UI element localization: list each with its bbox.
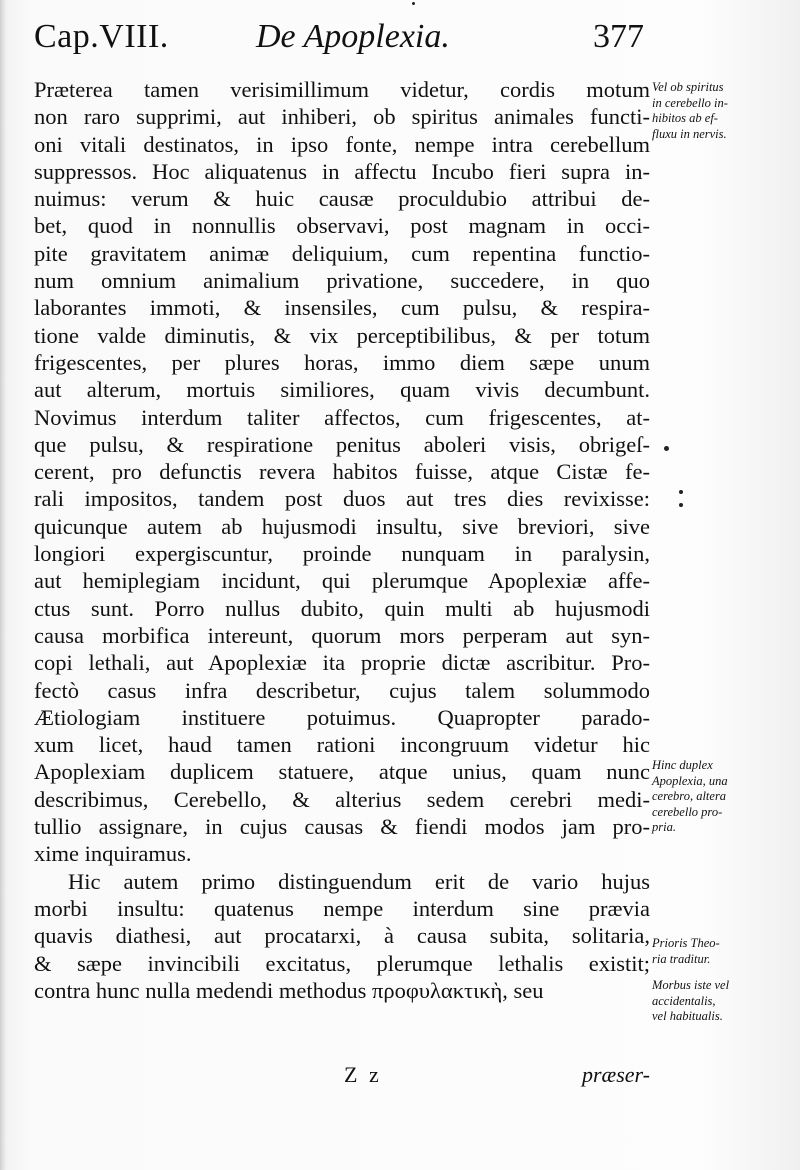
margin-note [652,758,798,836]
margin-note [652,978,798,1025]
text-line: & sæpe invincibili excitatus, plerumque lethalis existit; [34,950,650,976]
running-title: De Apoplexia. [256,18,450,55]
margin-note-line: Prioris Theo- [652,936,720,950]
text-line: quicunque autem ab hujusmodi insultu, sive breviori, sive [34,513,650,539]
text-line: rali impositos, tandem post duos aut tres dies revixisse: [34,486,650,512]
text-line: causa morbifica intereunt, quorum mors perperam aut syn- [34,622,650,648]
ink-spot [679,503,683,507]
margin-note-line: Apoplexia, una [652,773,728,788]
margin-note-line: Morbus iste vel [652,978,730,992]
margin-note-line: fluxu in nervis. [652,126,727,141]
margin-note-line: ria traditur. [652,951,711,966]
text-line: copi lethali, aut Apoplexiæ ita proprie dictæ ascribitur. Pro- [34,650,650,676]
text-line: ctus sunt. Porro nullus dubito, quin multi ab hujusmodi [34,595,650,621]
margin-note-line: pria. [652,820,676,834]
text-line: laborantes immoti, & insensiles, cum pulsu, & respira- [34,295,650,321]
running-header [34,18,644,68]
margin-note [652,80,798,142]
text-line: cerent, pro defunctis revera habitos fuisse, atque Cistæ fe- [34,459,650,485]
text-line: tullio assignare, in cujus causas & fiendi modos jam pro- [34,814,650,840]
text-line: describimus, Cerebello, & alterius sedem cerebri medi- [34,786,650,812]
text-line: Ætiologiam instituere potuimus. Quapropter parado- [34,704,650,730]
text-line: suppressos. Hoc aliquatenus in affectu Incubo fieri supra in- [34,158,650,184]
text-line: tione valde diminutis, & vix perceptibilibus, & per totum [34,322,650,348]
text-line: Hic autem primo distinguendum erit de vario hujus [68,868,650,894]
ink-spot [412,2,415,5]
margin-note-line: vel habitualis. [652,1009,723,1023]
text-line: longiori expergiscuntur, proinde nunquam in paralysin, [34,541,650,567]
body-text [34,76,650,1004]
signature-mark: Z z [344,1062,382,1087]
margin-note [652,936,798,967]
margin-note-line: Vel ob spiritus [652,80,724,94]
page-footer [34,1062,650,1096]
text-line: aut hemiplegiam incidunt, qui plerumque Apoplexiæ affe- [34,568,650,594]
margin-note-line: cerebello pro- [652,804,723,819]
margin-note-line: in cerebello in- [652,95,728,110]
chapter-label: Cap.VIII. [34,18,169,55]
text-line: quavis diathesi, aut procatarxi, à causa subita, solitaria, [34,923,650,949]
text-line: Apoplexiam duplicem statuere, atque unius, quam nunc [34,759,650,785]
text-line: morbi insultu: quatenus nempe interdum sine prævia [34,895,650,921]
text-line: non raro supprimi, aut inhiberi, ob spiritus animales functi- [34,104,650,130]
page-number: 377 [593,18,644,55]
text-line: Præterea tamen verisimillimum videtur, cordis motum [34,77,650,102]
text-line: num omnium animalium privatione, succedere, in quo [34,268,650,294]
ink-spot [679,490,683,494]
margin-note-line: hibitos ab ef- [652,111,718,125]
text-line: Novimus interdum taliter affectos, cum frigescentes, at- [34,404,650,430]
text-line: bet, quod in nonnullis observavi, post magnam in occi- [34,213,650,239]
margin-note-line: cerebro, altera [652,789,727,803]
text-line: fectò casus infra describetur, cujus talem solummodo [34,677,650,703]
text-line: nuimus: verum & huic causæ proculdubio attribui de- [34,186,650,212]
margin-note-line: accidentalis, [652,993,716,1008]
text-line: frigescentes, per plures horas, immo diem sæpe unum [34,349,650,375]
catchword: præser- [581,1062,650,1087]
text-line: pite gravitatem animæ deliquium, cum repentina functio- [34,240,650,266]
text-line: xum licet, haud tamen rationi incongruum videtur hic [34,732,650,758]
text-line: oni vitali destinatos, in ipso fonte, nempe intra cerebellum [34,131,650,157]
margin-note-line: Hinc duplex [652,758,713,772]
text-line: aut alterum, mortuis similiores, quam vivis decumbunt. [34,377,650,403]
ink-spot [664,446,669,451]
text-line: xime inquiramus. [34,841,192,867]
text-line: contra hunc nulla medendi methodus προφυλακτικὴ, seu [34,977,544,1003]
text-line: que pulsu, & respiratione penitus aboleri visis, obrigeſ- [34,431,650,457]
